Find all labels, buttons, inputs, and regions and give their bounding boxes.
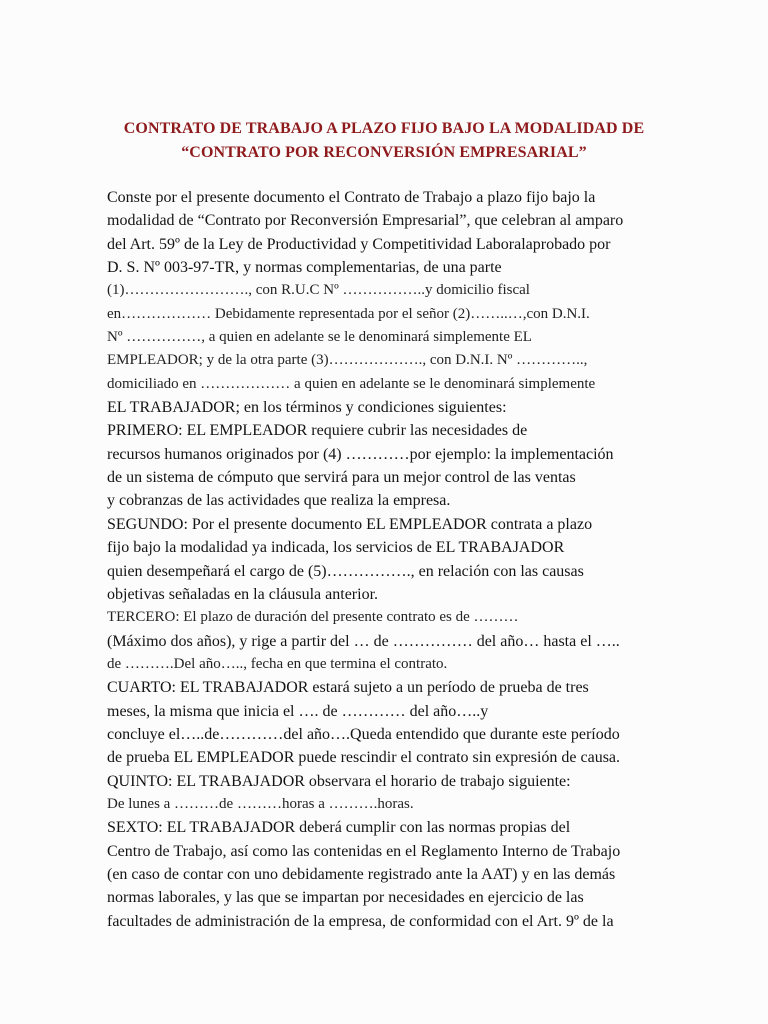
body-line: De lunes a ………de ………horas a ……….horas. (107, 795, 414, 812)
body-line: Conste por el presente documento el Contrato de Trabajo a plazo fijo bajo la (107, 189, 596, 206)
body-line: del Art. 59º de la Ley de Productividad y Competitividad Laboralaprobado por (107, 235, 611, 253)
body-line: quien desempeñará el cargo de (5)……………., en relación con las causas (107, 562, 584, 580)
body-line: de un sistema de cómputo que servirá para un mejor control de las ventas (107, 469, 576, 487)
clause-quinto: QUINTO: EL TRABAJADOR observara el horario de trabajo siguiente: (107, 772, 571, 790)
body-line: (1)……………………., con R.U.C Nº ……………..y domicilio fiscal (107, 282, 530, 299)
contract-body (107, 186, 667, 933)
body-line: EMPLEADOR; y de la otra parte (3)………………., con D.N.I. Nº ………….., (107, 352, 588, 369)
clause-primero: PRIMERO: EL EMPLEADOR requiere cubrir las necesidades de (107, 422, 528, 440)
body-line: (en caso de contar con uno debidamente registrado ante la AAT) y en las demás (107, 865, 616, 883)
body-line: recursos humanos originados por (4) …………por ejemplo: la implementación (107, 445, 614, 463)
clause-sexto: SEXTO: EL TRABAJADOR deberá cumplir con las normas propias del (107, 819, 571, 837)
body-line: de ……….Del año….., fecha en que termina el contrato. (107, 655, 448, 672)
clause-cuarto: CUARTO: EL TRABAJADOR estará sujeto a un período de prueba de tres (107, 679, 589, 697)
body-line: en……………… Debidamente representada por el señor (2)……..…,con D.N.I. (107, 305, 590, 322)
body-line: de prueba EL EMPLEADOR puede rescindir el contrato sin expresión de causa. (107, 749, 621, 767)
body-line: normas laborales, y las que se impartan por necesidades en ejercicio de las (107, 889, 584, 907)
body-line: concluye el…..de…………del año….Queda entendido que durante este período (107, 725, 620, 743)
body-line: Centro de Trabajo, así como las contenidas en el Reglamento Interno de Trabajo (107, 842, 621, 860)
clause-segundo: SEGUNDO: Por el presente documento EL EMPLEADOR contrata a plazo (107, 515, 593, 533)
body-line: Nº ……………, a quien en adelante se le denominará simplemente EL (107, 329, 532, 346)
body-line: y cobranzas de las actividades que realiza la empresa. (107, 492, 451, 510)
body-line: objetivas señaladas en la cláusula anterior. (107, 585, 379, 603)
body-line: domiciliado en ……………… a quien en adelante se le denominará simplemente (107, 375, 596, 392)
body-line: facultades de administración de la empresa, de conformidad con el Art. 9º de la (107, 912, 614, 930)
clause-tercero: TERCERO: El plazo de duración del presente contrato es de ……… (107, 609, 519, 626)
body-line: meses, la misma que inicia el …. de ………… del año…..y (107, 702, 489, 720)
body-line: (Máximo dos años), y rige a partir del … de …………… del año… hasta el ….. (107, 632, 620, 650)
contract-title-line-1: CONTRATO DE TRABAJO A PLAZO FIJO BAJO LA MODALIDAD DE (123, 120, 645, 137)
contract-title-line-2: “CONTRATO POR RECONVERSIÓN EMPRESARIAL” (181, 144, 587, 161)
body-line: D. S. Nº 003-97-TR, y normas complementarias, de una parte (107, 259, 502, 277)
body-line: fijo bajo la modalidad ya indicada, los servicios de EL TRABAJADOR (107, 539, 565, 557)
body-line: EL TRABAJADOR; en los términos y condiciones siguientes: (107, 399, 507, 417)
body-line: modalidad de “Contrato por Reconversión Empresarial”, que celebran al amparo (107, 212, 624, 230)
